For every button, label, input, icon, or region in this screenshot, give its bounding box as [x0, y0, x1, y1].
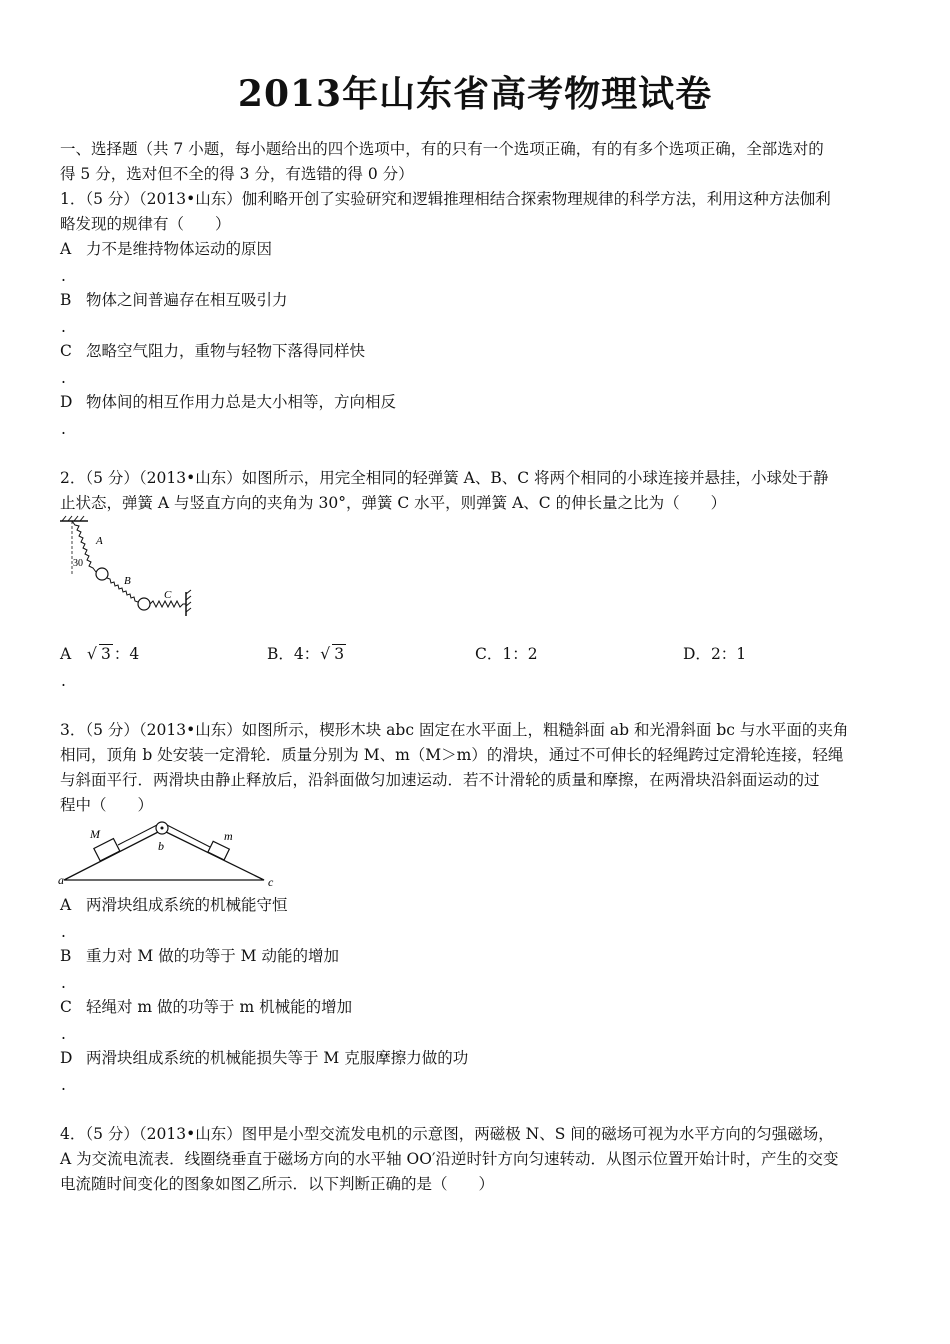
q3-label-c: c [268, 875, 274, 889]
dot: . [61, 672, 66, 690]
q2-stem-line2: 止状态，弹簧 A 与竖直方向的夹角为 30°，弹簧 C 水平，则弹簧 A、C 的伸长量之比为（ ） [60, 494, 727, 512]
q4-stem-line2: A 为交流电流表．线圈绕垂直于磁场方向的水平轴 OO′沿逆时针方向匀速转动．从图示位置开始计时，产生的交变 [60, 1150, 839, 1168]
q2-option-d[interactable]: D．2：1 [683, 645, 747, 663]
q3-label-m: m [224, 829, 233, 843]
q2-spring-figure [58, 516, 198, 620]
dot: . [61, 1076, 66, 1094]
q2-label-b: B [124, 575, 131, 587]
q1-option-d[interactable]: D 物体间的相互作用力总是大小相等，方向相反 [60, 393, 397, 411]
q3-option-c[interactable]: C 轻绳对 m 做的功等于 m 机械能的增加 [60, 998, 353, 1016]
dot: . [61, 369, 66, 387]
q3-option-a[interactable]: A 两滑块组成系统的机械能守恒 [60, 896, 288, 914]
q2-option-b[interactable]: B．4： √ 3 [267, 645, 345, 663]
q1-stem-line1: 1．（5 分）（2013•山东）伽利略开创了实验研究和逻辑推理相结合探索物理规律的科学方法，利用这种方法伽利 [60, 190, 831, 208]
q3-wedge-figure [58, 818, 288, 888]
q3-block-M [94, 839, 120, 861]
section-instructions-line1: 一、选择题（共 7 小题，每小题给出的四个选项中，有的只有一个选项正确，有的有多个选项正确，全部选对的 [60, 140, 824, 158]
q4-stem-line3: 电流随时间变化的图象如图乙所示．以下判断正确的是（ ） [60, 1175, 495, 1193]
dot: . [61, 267, 66, 285]
q2-ball-2 [138, 598, 150, 610]
q3-label-M: M [90, 827, 100, 841]
q3-option-d[interactable]: D 两滑块组成系统的机械能损失等于 M 克服摩擦力做的功 [60, 1049, 469, 1067]
q2-option-c[interactable]: C．1：2 [475, 645, 538, 663]
section-instructions-line2: 得 5 分，选对但不全的得 3 分，有选错的得 0 分） [60, 165, 414, 183]
q1-option-b[interactable]: B 物体之间普遍存在相互吸引力 [60, 291, 288, 309]
dot: . [61, 923, 66, 941]
dot: . [61, 974, 66, 992]
q2-label-a: A [96, 535, 103, 547]
dot: . [61, 1025, 66, 1043]
q1-option-a[interactable]: A 力不是维持物体运动的原因 [60, 240, 273, 258]
q3-label-a: a [58, 873, 64, 887]
q2-stem-line1: 2．（5 分）（2013•山东）如图所示，用完全相同的轻弹簧 A、B、C 将两个相同的小球连接并悬挂，小球处于静 [60, 469, 829, 487]
q3-stem-line1: 3．（5 分）（2013•山东）如图所示，楔形木块 abc 固定在水平面上，粗糙斜面 ab 和光滑斜面 bc 与水平面的夹角 [60, 721, 849, 739]
q3-label-b: b [158, 839, 164, 853]
page-title: 2013年山东省高考物理试卷 [237, 73, 713, 115]
q3-stem-line2: 相同，顶角 b 处安装一定滑轮．质量分别为 M、m（M＞m）的滑块，通过不可伸长的轻绳跨过定滑轮连接，轻绳 [60, 746, 844, 764]
dot: . [61, 318, 66, 336]
q3-option-b[interactable]: B 重力对 M 做的功等于 M 动能的增加 [60, 947, 339, 965]
q1-option-c[interactable]: C 忽略空气阻力，重物与轻物下落得同样快 [60, 342, 366, 360]
q3-stem-line3: 与斜面平行．两滑块由静止释放后，沿斜面做匀加速运动．若不计滑轮的质量和摩擦，在两滑块沿斜面运动的过 [60, 771, 820, 789]
q2-angle-label: 30 [73, 558, 83, 569]
q3-block-m [208, 841, 229, 860]
q2-ball-1 [96, 568, 108, 580]
q1-stem-line2: 略发现的规律有（ ） [60, 215, 231, 233]
q2-label-c: C [164, 589, 172, 601]
q2-option-a[interactable]: A √ 3 ：4 [60, 645, 140, 663]
q3-stem-line4: 程中（ ） [60, 796, 154, 814]
dot: . [61, 420, 66, 438]
q4-stem-line1: 4．（5 分）（2013•山东）图甲是小型交流发电机的示意图，两磁极 N、S 间的磁场可视为水平方向的匀强磁场， [60, 1125, 834, 1143]
